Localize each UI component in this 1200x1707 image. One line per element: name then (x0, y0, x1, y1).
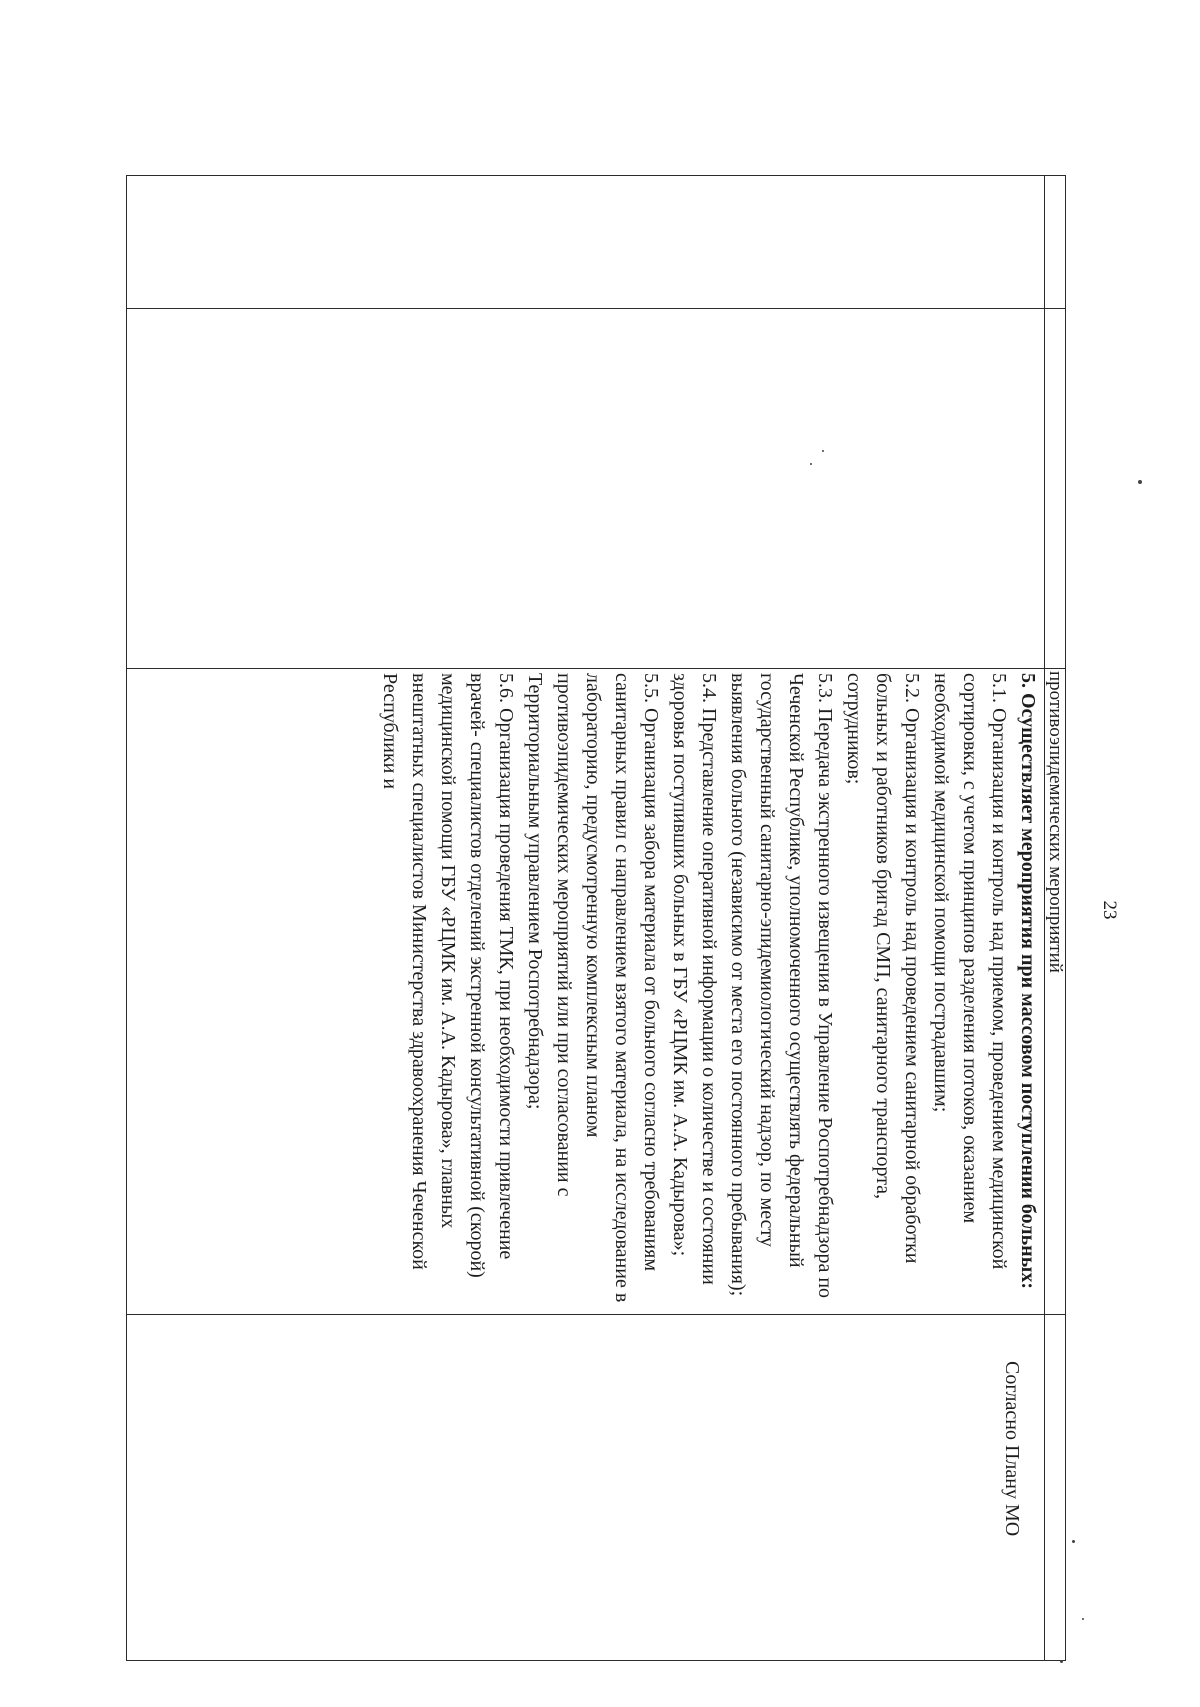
scan-speck (822, 450, 824, 452)
list-item: 5.4. Представление оперативной информации о количестве и состоянии здоровья поступивших больных в ГБУ «РЦМК им. А.А. Кадырова»; (669, 673, 720, 1285)
list-item: 5.5. Организация забора материала от больного согласно требованиям санитарных правил с направлением взятого материала, на исследование в лабораторию, предусмотренную комплексным планом противоэпидемических мероприятий или при согласовании с Территориальным управлением Роспотребнадзора; (524, 673, 662, 1303)
table-cell-empty (1045, 1315, 1066, 1661)
table-cell-empty (127, 176, 1045, 309)
scan-speck (810, 463, 812, 465)
strip-text: противоэпидемических мероприятий (1045, 671, 1066, 973)
list-item: 5.6. Организация проведения ТМК, при необходимости привлечение врачей- специалистов отделений экстренной консультативной (скорой) медицинской помощи ГБУ «РЦМК им. А.А. Кадырова», главных внештатных специалистов Министерства здравоохранения Чеченской Республики и (379, 673, 517, 1278)
agreement-text: Согласно Плану МО (1001, 1361, 1023, 1537)
measures-text (375, 669, 1044, 1314)
table-row (1045, 176, 1066, 1661)
table-cell-agreement (127, 1315, 1045, 1661)
scan-speck (1072, 1540, 1075, 1543)
table-cell-strip (1045, 669, 1066, 1315)
scan-speck (1060, 1660, 1063, 1663)
scan-speck (1082, 1618, 1084, 1620)
list-item: 5.3. Передача экстренного извещения в Управление Роспотребнадзора по Чеченской Республике, уполномоченного осуществлять федеральный государственный санитарно-эпидемиологический надзор, по месту выявления больного (независимо от места его постоянного пребывания); (727, 673, 836, 1299)
table-cell-empty (1045, 176, 1066, 309)
table-cell-measures (127, 669, 1045, 1315)
list-item: 5.1. Организация и контроль над приемом, проведением медицинской сортировки, с учетом принципов разделения потоков, оказанием необходимой медицинской помощи пострадавшим; (930, 673, 1010, 1270)
scan-speck (1138, 480, 1142, 484)
rotated-table-frame (129, 175, 1066, 1660)
table-row (127, 176, 1045, 1661)
section-heading: 5. Осуществляет мероприятия при массовом поступлении больных: (1017, 673, 1039, 1289)
table-cell-empty (127, 309, 1045, 669)
page-number: 23 (1099, 900, 1120, 920)
plan-table (126, 175, 1066, 1661)
table-cell-empty (1045, 309, 1066, 669)
list-item: 5.2. Организация и контроль над проведением санитарной обработки больных и работников бригад СМП, санитарного транспорта, сотрудников; (843, 673, 923, 1264)
